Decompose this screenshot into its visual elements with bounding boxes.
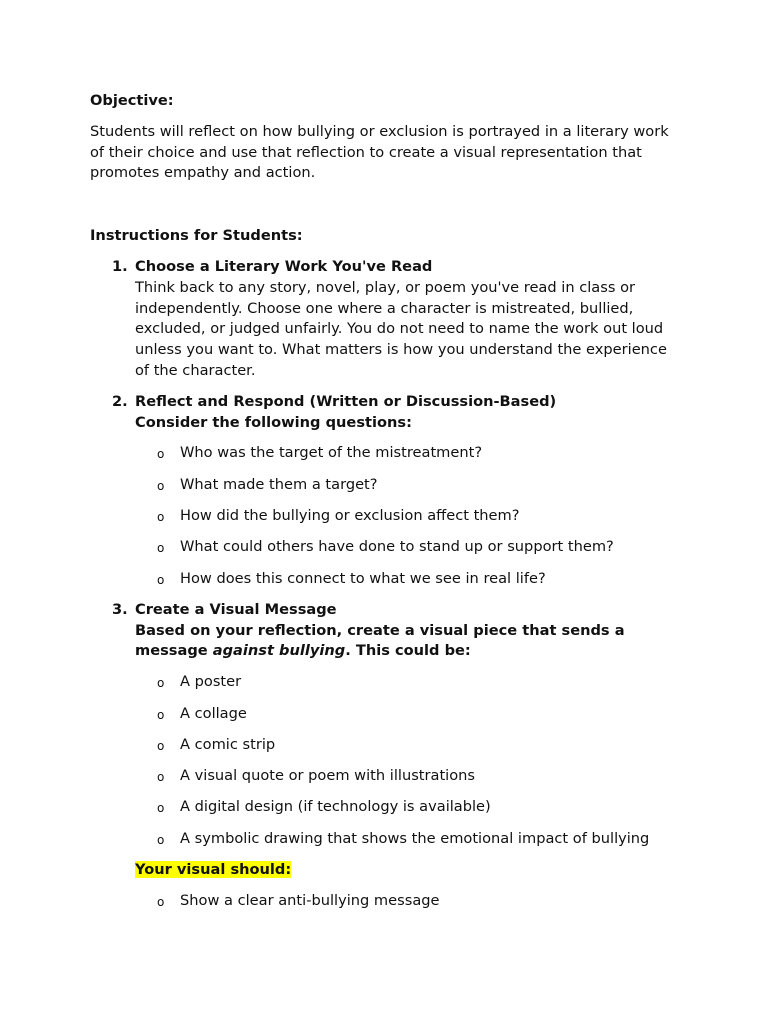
step-title: Reflect and Respond (Written or Discussion-Based)	[135, 392, 557, 410]
list-item	[135, 891, 680, 912]
list-item-text: How did the bullying or exclusion affect them?	[180, 506, 520, 524]
list-item	[135, 735, 680, 756]
bullet-icon: o	[157, 738, 165, 753]
step-title: Create a Visual Message	[135, 600, 337, 618]
step-3	[90, 600, 680, 912]
subtitle-part: . This could be:	[345, 642, 471, 660]
section-gap	[90, 184, 680, 226]
instruction-steps	[90, 257, 680, 912]
subtitle-part: Based on your reflection, create a visual piece that sends a message	[135, 621, 625, 660]
bullet-icon: o	[157, 801, 165, 816]
list-item-text: Who was the target of the mistreatment?	[180, 444, 483, 462]
bullet-icon: o	[157, 447, 165, 462]
list-item-text: A symbolic drawing that shows the emotional impact of bullying	[180, 829, 650, 847]
list-item	[135, 537, 680, 558]
step-2	[90, 392, 680, 590]
step-1	[90, 257, 680, 382]
list-item-text: How does this connect to what we see in real life?	[180, 569, 546, 587]
bullet-icon: o	[157, 894, 165, 909]
list-item-text: A digital design (if technology is available)	[180, 798, 491, 816]
step-number: 2.	[112, 392, 128, 410]
bullet-icon: o	[157, 478, 165, 493]
bullet-icon: o	[157, 572, 165, 587]
list-item	[135, 443, 680, 464]
bullet-icon: o	[157, 770, 165, 785]
step-subtitle	[135, 621, 680, 663]
document-page	[90, 91, 680, 922]
list-item	[135, 766, 680, 787]
question-list	[135, 443, 680, 589]
bullet-icon: o	[157, 832, 165, 847]
list-item	[135, 672, 680, 693]
step-number: 1.	[112, 257, 128, 275]
list-item	[135, 475, 680, 496]
list-item-text: Show a clear anti-bullying message	[180, 891, 440, 909]
list-item	[135, 704, 680, 725]
list-item-text: What made them a target?	[180, 475, 378, 493]
list-item	[135, 506, 680, 527]
bullet-icon: o	[157, 676, 165, 691]
list-item-text: A comic strip	[180, 735, 276, 753]
list-item-text: A visual quote or poem with illustrations	[180, 767, 476, 785]
bullet-icon: o	[157, 509, 165, 524]
subtitle-emphasis: against bullying	[212, 642, 346, 660]
list-item-text: What could others have done to stand up or support them?	[180, 538, 614, 556]
format-list	[135, 672, 680, 849]
objective-heading: Objective:	[90, 92, 174, 109]
bullet-icon: o	[157, 707, 165, 722]
step-subtitle: Consider the following questions:	[135, 413, 412, 431]
instructions-heading: Instructions for Students:	[90, 227, 303, 245]
list-item	[135, 569, 680, 590]
step-title: Choose a Literary Work You've Read	[135, 257, 433, 275]
list-item-text: A collage	[180, 704, 247, 722]
list-item	[135, 829, 680, 850]
step-number: 3.	[112, 600, 128, 618]
highlighted-text: Your visual should:	[135, 861, 292, 879]
list-item	[135, 797, 680, 818]
list-item-text: A poster	[180, 673, 242, 691]
bullet-icon: o	[157, 541, 165, 556]
visual-requirements-list	[135, 891, 680, 912]
visual-requirements-label	[135, 860, 680, 881]
step-body: Think back to any story, novel, play, or poem you've read in class or independently. Choose one where a character is mistreated, bullied, excluded, or judged unfairly. You do not need to name the work out loud unless you want to. What matters is how you understand the experience of the character.	[135, 278, 667, 379]
objective-text: Students will reflect on how bullying or exclusion is portrayed in a literary work of their choice and use that reflection to create a visual representation that promotes empathy and action.	[90, 122, 669, 182]
